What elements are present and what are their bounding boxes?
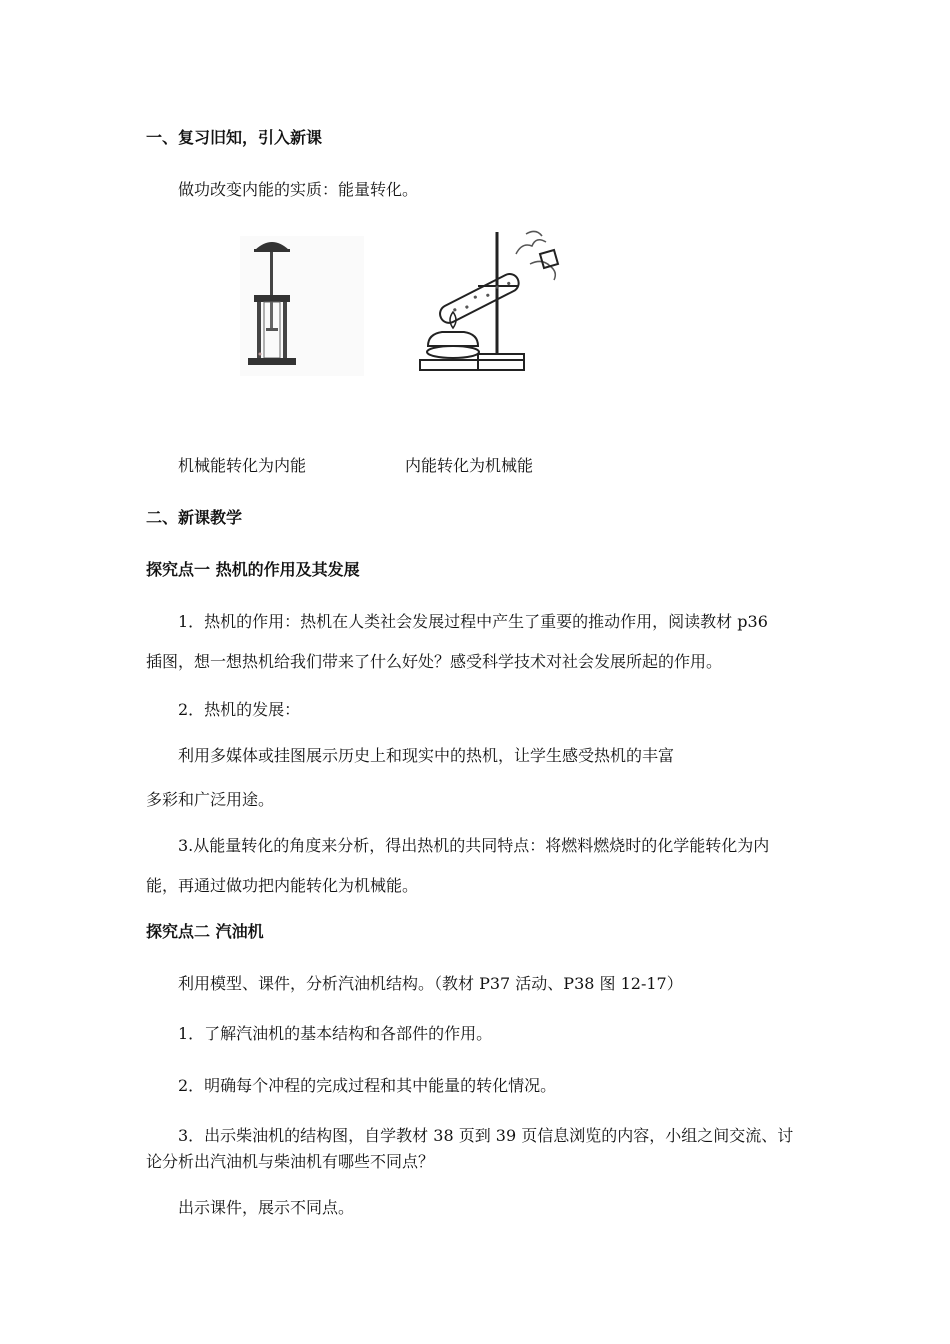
section-heading-new-lesson: 二、新课教学 [146,508,243,527]
caption-internal-to-mechanical: 内能转化为机械能 [405,456,534,475]
paragraph-energy-conversion-line1: 3.从能量转化的角度来分析，得出热机的共同特点：将燃料燃烧时的化学能转化为内 [178,836,770,855]
paragraph-diesel-line2: 论分析出汽油机与柴油机有哪些不同点？ [146,1152,435,1171]
subheading-point-two: 探究点二 汽油机 [146,922,264,941]
air-compression-apparatus-figure [240,236,364,376]
paragraph-heat-engine-role-line2: 插图，想一想热机给我们带来了什么好处？感受科学技术对社会发展所起的作用。 [146,652,723,671]
paragraph-diesel-line1: 3．出示柴油机的结构图，自学教材 38 页到 39 页信息浏览的内容，小组之间交流、讨 [178,1126,794,1145]
paragraph-heat-engine-role-line1: 1．热机的作用：热机在人类社会发展过程中产生了重要的推动作用，阅读教材 p36 [178,612,768,631]
paragraph-gasoline-structure: 1．了解汽油机的基本结构和各部件的作用。 [178,1024,493,1043]
paragraph-heat-engine-development: 2．热机的发展： [178,700,301,719]
section-heading-review: 一、复习旧知，引入新课 [146,128,323,147]
paragraph-multimedia-line2: 多彩和广泛用途。 [146,790,275,809]
test-tube-steam-figure [418,228,568,378]
paragraph-multimedia-line1: 利用多媒体或挂图展示历史上和现实中的热机，让学生感受热机的丰富 [178,746,675,765]
caption-mechanical-to-internal: 机械能转化为内能 [178,456,307,475]
paragraph-stroke-process: 2．明确每个冲程的完成过程和其中能量的转化情况。 [178,1076,557,1095]
paragraph-work-energy: 做功改变内能的实质：能量转化。 [178,180,419,199]
paragraph-energy-conversion-line2: 能，再通过做功把内能转化为机械能。 [146,876,419,895]
paragraph-courseware: 出示课件，展示不同点。 [178,1198,355,1217]
subheading-point-one: 探究点一 热机的作用及其发展 [146,560,360,579]
paragraph-gasoline-model: 利用模型、课件，分析汽油机结构。（教材 P37 活动、P38 图 12-17） [178,974,683,993]
